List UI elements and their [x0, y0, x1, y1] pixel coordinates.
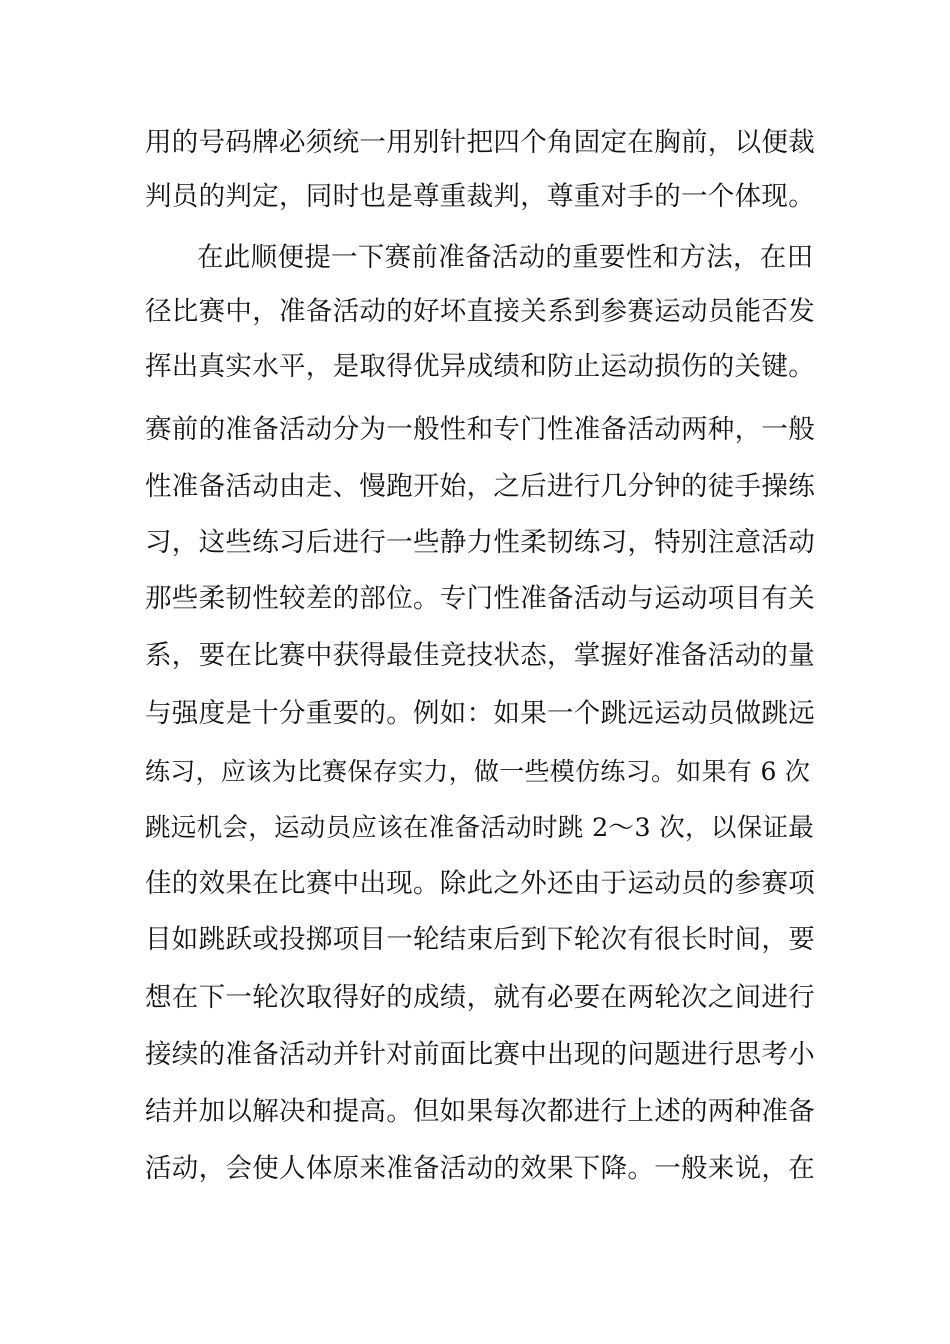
- text-line-10: 系，要在比赛中获得最佳竞技状态，掌握好准备活动的量: [145, 640, 815, 671]
- text-line-3: 在此顺便提一下赛前准备活动的重要性和方法，在田: [197, 242, 814, 273]
- text-line-13: 跳远机会，运动员应该在准备活动时跳 2～3 次，以保证最: [145, 813, 815, 843]
- text-line-1: 用的号码牌必须统一用别针把四个角固定在胸前，以便裁: [145, 127, 815, 158]
- text-line-5: 挥出真实水平，是取得优异成绩和防止运动损伤的关键。: [145, 351, 815, 382]
- text-line-11: 与强度是十分重要的。例如：如果一个跳远运动员做跳远: [145, 698, 815, 729]
- text-line-4: 径比赛中，准备活动的好坏直接关系到参赛运动员能否发: [145, 296, 815, 327]
- text-line-12: 练习，应该为比赛保存实力，做一些模仿练习。如果有 6 次: [145, 757, 811, 786]
- text-line-7: 性准备活动由走、慢跑开始，之后进行几分钟的徒手操练: [145, 471, 815, 502]
- text-line-18: 结并加以解决和提高。但如果每次都进行上述的两种准备: [145, 1096, 815, 1127]
- text-line-2: 判员的判定，同时也是尊重裁判，尊重对手的一个体现。: [145, 181, 815, 212]
- text-line-8: 习，这些练习后进行一些静力性柔韧练习，特别注意活动: [145, 527, 815, 558]
- text-line-19: 活动，会使人体原来准备活动的效果下降。一般来说，在: [145, 1153, 815, 1184]
- text-line-14: 佳的效果在比赛中出现。除此之外还由于运动员的参赛项: [145, 868, 815, 899]
- text-line-6: 赛前的准备活动分为一般性和专门性准备活动两种，一般: [145, 414, 815, 445]
- text-line-15: 目如跳跃或投掷项目一轮结束后到下轮次有很长时间，要: [145, 924, 815, 955]
- text-line-16: 想在下一轮次取得好的成绩，就有必要在两轮次之间进行: [145, 982, 815, 1013]
- text-line-17: 接续的准备活动并针对前面比赛中出现的问题进行思考小: [145, 1039, 815, 1070]
- text-line-9: 那些柔韧性较差的部位。专门性准备活动与运动项目有关: [145, 583, 815, 614]
